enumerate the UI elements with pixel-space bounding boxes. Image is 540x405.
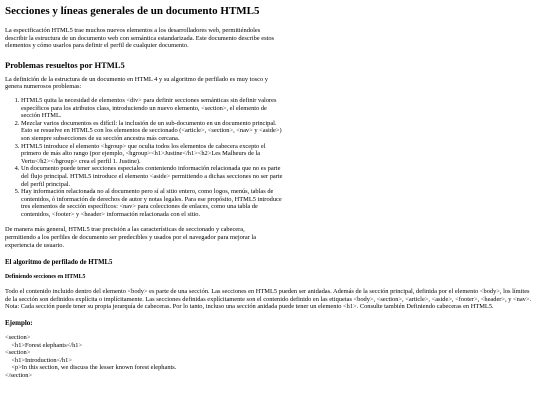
intro-paragraph: La especificación HTML5 trae muchos nuevos elementos a los desarrolladores web, permitiéndoles describir la estructura de un documento web con semántica estandarizada. Este documento describe estos elementos y cómo usarlos para definir el perfil de cualquier documento. [5,27,275,50]
list-item: 3. HTML5 introduce el elemento <hgroup> que oculta todos los elementos de cabecera excepto el primero de más alto rango (por ejemplo, <hgroup><h1>Justine</h1><h2>Les Malheurs de la Vertu</h2></hgroup> crea el perfil 1. Justine). [21,143,283,166]
list-item: 1. HTML5 quita la necesidad de elementos <div> para definir secciones semánticas sin definir valores específicos para los atributos class, introduciendo un nuevo elemento, <section>, el elemento de sección HTML. [21,97,283,120]
algorithm-heading: El algoritmo de perfilado de HTML5 [5,259,113,267]
example-heading: Ejemplo: [5,319,33,328]
code-example: <section> <h1>Forest elephants</h1> <section> <h1>Introduction</h1> <p>In this section, we discuss the lesser known forest elephants. </section> [5,334,177,379]
problems-list [5,97,283,219]
list-item: 4. Un documento puede tener secciones especiales conteniendo información relacionada que no es parte del flujo principal. HTML5 introduce el elemento <aside> permitiendo a dichas secciones no ser parte del perfil principal. [21,165,283,188]
defining-sections-heading: Definiendo secciones en HTML5 [5,274,86,281]
problems-outro: De manera más general, HTML5 trae precisión a las características de seccionado y cabecera, permitiendo a los perfiles de documento ser predecibles y usados por el navegador para mejorar la experiencia de usuario. [5,226,257,249]
problems-heading: Problemas resueltos por HTML5 [5,59,125,70]
list-item: 5. Hay información relacionada no al documento pero sí al sitio entero, como logos, menús, tablas de contenidos, ó información de derechos de autor y notas legales. Para ese propósito, HTML5 introduce tres elementos de sección específicos: <nav> para colecciones de enlaces, como una tabla de contenidos, <footer> y <header> información relacionada con el sitio. [21,188,283,218]
list-item: 2. Mezclar varios documentos es difícil: la inclusión de un sub-documento en un documento principal. Esto se resuelve en HTML5 con los elementos de seccionado (<article>, <section>, <nav> y <aside>) son siempre subsecciones de su sección ancestra más cercana. [21,120,283,143]
algorithm-paragraph: Todo el contenido incluido dentro del elemento <body> es parte de una sección. Las secciones en HTML5 pueden ser anidadas. Además de la sección principal, definida por el elemento <body>, los límites de la sección son definidos explícita o implícitamente. Las secciones definidas explícitamente son el contenido definido en las etiquetas <body>, <section>, <article>, <aside>, <footer>, <header>, y <nav>. Nota: Cada sección puede tener su propia jerarquía de cabeceras. Por lo tanto, incluso una sección anidada puede tener un elemento <h1>. Consulte también Definiendo cabeceras en HTML5. [5,288,532,311]
problems-intro: La definición de la estructura de un documento en HTML 4 y su algoritmo de perfilado es muy tosco y genera numerosos problemas: [5,75,268,91]
page-title: Secciones y líneas generales de un documento HTML5 [5,5,260,17]
